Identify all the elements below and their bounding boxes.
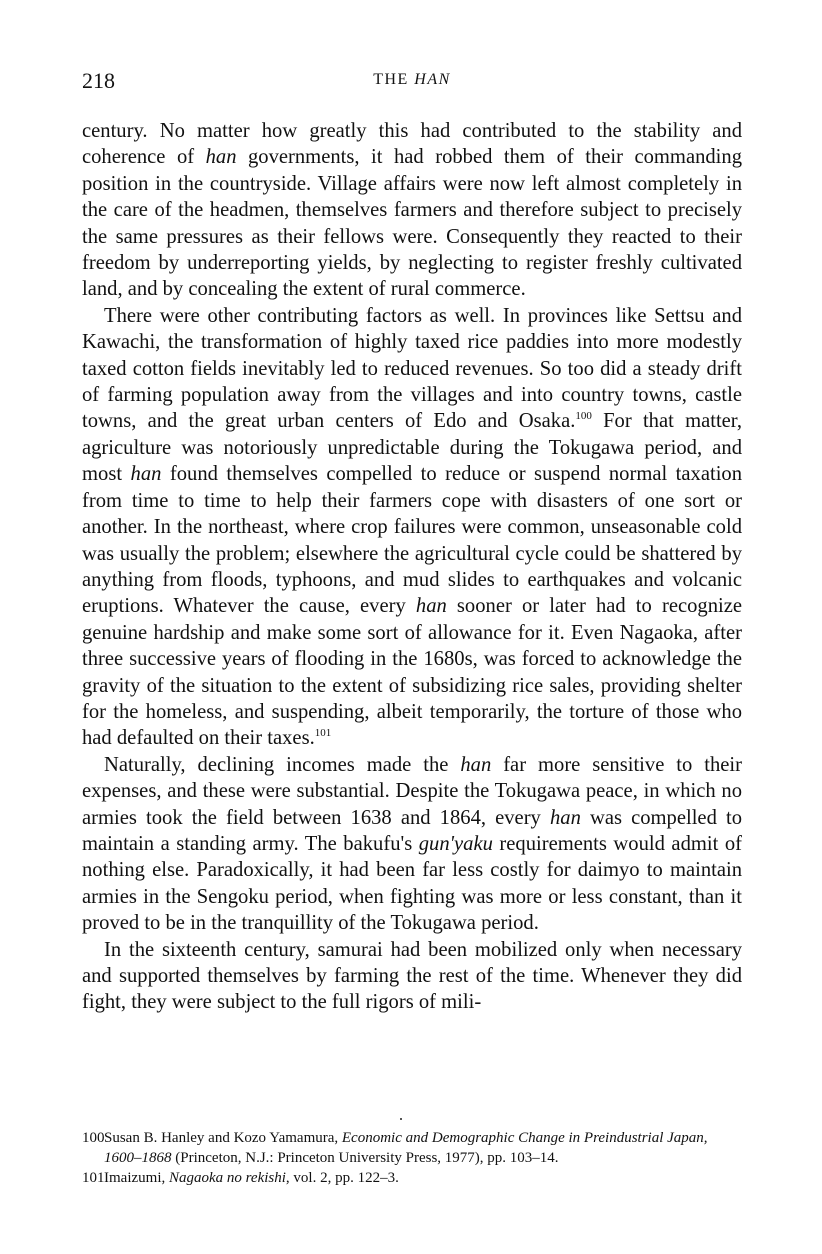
text-run: Susan B. Hanley and Kozo Yamamura, [104, 1130, 342, 1146]
italic-term: han [549, 806, 581, 829]
text-run: century. No matter how greatly this had contributed to the stability and coherence of [82, 120, 742, 169]
footnote-ref-101[interactable]: 101 [314, 727, 332, 740]
footnotes [82, 1128, 742, 1188]
running-head-italic: HAN [414, 71, 451, 88]
text-run: was compelled to maintain a standing army. The bakufu's [82, 806, 742, 855]
footnote-ref-100[interactable]: 100 [575, 410, 592, 423]
paragraph-4: In the sixteenth century, samurai had been mobilized only when necessary and supported themselves by farming the rest of the time. Whenever they did fight, they were subject to the full rigors of mili- [82, 938, 742, 1014]
text-run: far more sensitive to their expenses, and these were substantial. Despite the Tokugawa peace, in which no armies took the field between 1638 and 1864, every [82, 753, 742, 829]
paragraph-3 [82, 752, 742, 937]
text-run: Naturally, declining incomes made the [104, 753, 461, 776]
text-run: For that matter, agriculture was notoriously unpredictable during the Tokugawa period, and most [82, 410, 742, 486]
italic-term: han [460, 753, 492, 776]
text-run: There were other contributing factors as well. In provinces like Settsu and Kawachi, the transformation of highly taxed rice paddies into more modestly taxed cotton fields inevitably led to reduced revenues. So too did a steady drift of farming population away from the villages and into country towns, castle towns, and the great urban centers of Edo and Osaka. [82, 304, 742, 433]
text-run: Imaizumi, [104, 1170, 169, 1186]
italic-term: han [205, 146, 237, 169]
text-run: (Princeton, N.J.: Princeton University Press, 1977), pp. 103–14. [171, 1150, 559, 1166]
footnote-100 [82, 1128, 742, 1168]
italic-term: han [130, 463, 162, 486]
italic-term: han [415, 595, 447, 618]
italic-term: gun'yaku [418, 832, 493, 855]
paragraph-1 [82, 118, 742, 303]
footnote-number: 100 [82, 1130, 105, 1146]
italic-title: Economic and Demographic Change in Preindustrial Japan, 1600–1868 [104, 1130, 708, 1166]
footnote-separator [400, 1118, 402, 1120]
body-text [82, 118, 742, 1016]
text-run: , vol. 2, pp. 122–3. [285, 1170, 399, 1186]
page-header [82, 68, 742, 98]
footnote-101 [82, 1168, 742, 1188]
running-head [82, 71, 742, 89]
paragraph-2 [82, 303, 742, 752]
italic-title: Nagaoka no rekishi [168, 1170, 286, 1186]
footnote-number: 101 [82, 1170, 105, 1186]
text-run: requirements would admit of nothing else. Paradoxically, it had been far less costly for daimyo to maintain armies in the Sengoku period, when fighting was more or less constant, than it proved to be in the tranquillity of the Tokugawa period. [82, 832, 742, 935]
running-head-prefix: THE [373, 71, 415, 88]
text-run: sooner or later had to recognize genuine hardship and make some sort of allowance for it. Even Nagaoka, after three successive years of flooding in the 1680s, was forced to acknowledge the gravity of the situation to the extent of subsidizing rice sales, providing shelter for the homeless, and suspending, albeit temporarily, the torture of those who had defaulted on their taxes. [82, 595, 742, 750]
text-run: governments, it had robbed them of their commanding position in the countryside. Village affairs were now left almost completely in the care of the headmen, themselves farmers and therefore subject to precisely the same pressures as their fellows were. Consequently they reacted to their freedom by underreporting yields, by neglecting to register freshly cultivated land, and by concealing the extent of rural commerce. [82, 146, 742, 301]
text-run: found themselves compelled to reduce or suspend normal taxation from time to time to help their farmers cope with disasters of one sort or another. In the northeast, where crop failures were common, unseasonable cold was usually the problem; elsewhere the agricultural cycle could be shattered by anything from floods, typhoons, and mud slides to earthquakes and volcanic eruptions. Whatever the cause, every [82, 463, 743, 618]
page-number: 218 [82, 68, 115, 93]
